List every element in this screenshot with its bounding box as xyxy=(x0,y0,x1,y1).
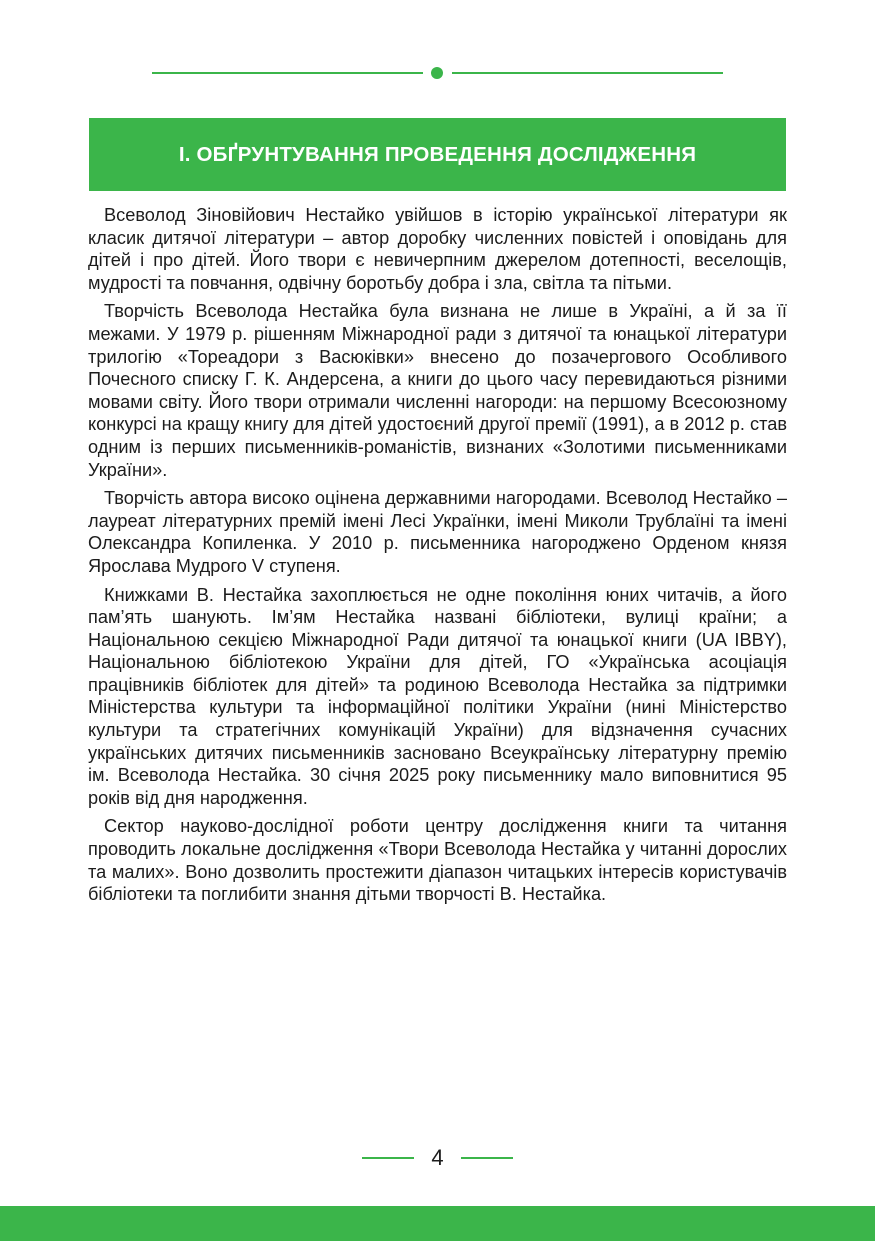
paragraph-memory: Книжками В. Нестайка захоплюється не одне покоління юних читачів, а його пам’ять шанують. Ім’ям Нестайка названі бібліотеки, вулиці країни; а Національною секцією Міжнародної Ради дитячої та юнацької книги (UA IBBY), Національною бібліотекою України для дітей, ГО «Українська асоціація працівників бібліотек для дітей» та родиною Всеволода Нестайка за підтримки Міністерства культури та інформаційної політики України (нині Міністерство культури та стратегічних комунікацій України) для відзначення сучасних українських дитячих письменників засновано Всеукраїнську літературну премію ім. Всеволода Нестайка. 30 січня 2025 року письменнику мало виповнитися 95 років від дня народження. xyxy=(88,584,787,808)
section-title: І. ОБҐРУНТУВАННЯ ПРОВЕДЕННЯ ДОСЛІДЖЕННЯ xyxy=(178,142,697,166)
footer-band xyxy=(0,1206,875,1241)
page-number-block xyxy=(0,1144,875,1172)
page-number-rule-left xyxy=(362,1157,414,1159)
paragraph-awards: Творчість автора високо оцінена державними нагородами. Всеволод Нестайко – лауреат літературних премій імені Лесі Українки, імені Миколи Трублаїні та імені Олександра Копиленка. У 2010 р. письменника нагороджено Орденом князя Ярослава Мудрого V ступеня. xyxy=(88,488,787,576)
page-number: 4 xyxy=(431,1145,444,1170)
section-title-banner xyxy=(89,118,786,191)
top-ornament-dot xyxy=(431,67,443,79)
body-text xyxy=(88,204,787,912)
paragraph-recognition: Творчість Всеволода Нестайка була визнана не лише в Україні, а й за її межами. У 1979 р. рішенням Міжнародної ради з дитячої та юнацької літератури трилогію «Тореадори з Васюківки» внесено до позачергового Особливого Почесного списку Г. К. Андерсена, а книги до цього часу перевидаються різними мовами світу. Його твори отримали численні нагороди: на першому Всесоюзному конкурсі на кращу книгу для дітей удостоєний другої премії (1991), а в 2012 р. став одним із перших письменників-романістів, визнаних «Золотими письменниками України». xyxy=(88,301,787,480)
top-rule-right xyxy=(452,72,723,74)
paragraph-research: Сектор науково-дослідної роботи центру дослідження книги та читання проводить локальне дослідження «Твори Всеволода Нестайка у читанні дорослих та малих». Воно дозволить простежити діапазон читацьких інтересів користувачів бібліотеки та поглибити знання дітьми творчості В. Нестайка. xyxy=(88,816,787,905)
page-number-rule-right xyxy=(461,1157,513,1159)
top-rule-left xyxy=(152,72,423,74)
paragraph-intro: Всеволод Зіновійович Нестайко увійшов в історію української літератури як класик дитячої літератури – автор доробку численних повістей і оповідань для дітей і про дітей. Його твори є невичерпним джерелом дотепності, веселощів, мудрості та повчання, одвічну боротьбу добра і зла, світла та пітьми. xyxy=(88,205,787,293)
